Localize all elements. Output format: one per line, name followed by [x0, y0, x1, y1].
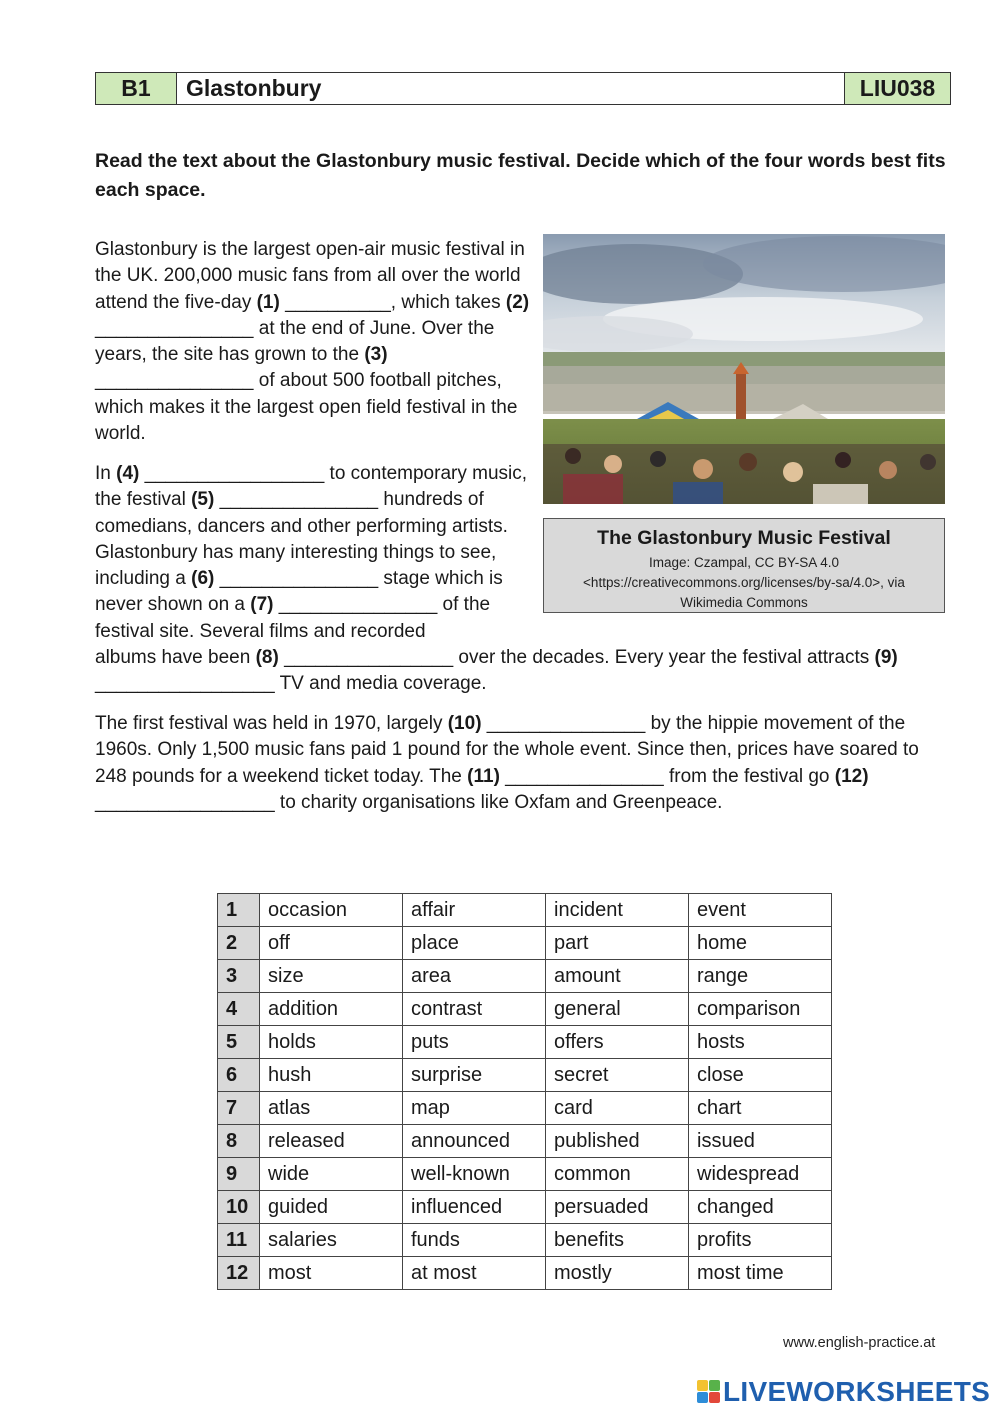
option-choice[interactable]: most time [689, 1257, 832, 1290]
option-choice[interactable]: secret [546, 1059, 689, 1092]
option-choice[interactable]: off [260, 927, 403, 960]
option-choice[interactable]: occasion [260, 894, 403, 927]
option-number: 3 [218, 960, 260, 993]
option-row [218, 960, 832, 993]
liveworksheets-icon [697, 1380, 721, 1404]
option-choice[interactable]: amount [546, 960, 689, 993]
paragraph-2: In (4) _________________ to contemporary music, the festival (5) _______________ hundreds of comedians, dancers and other performing artists. Glastonbury has many interesting things to see, including a (6) _______________ stage which is never shown on a (7) _______________ of the festival site. Several films and recorded [95, 463, 528, 642]
option-row [218, 927, 832, 960]
option-number: 11 [218, 1224, 260, 1257]
option-row [218, 1059, 832, 1092]
option-choice[interactable]: part [546, 927, 689, 960]
option-choice[interactable]: hosts [689, 1026, 832, 1059]
option-row [218, 993, 832, 1026]
option-choice[interactable]: range [689, 960, 832, 993]
option-row [218, 1257, 832, 1290]
gap-5[interactable]: (5) [191, 489, 215, 511]
option-choice[interactable]: announced [403, 1125, 546, 1158]
option-choice[interactable]: released [260, 1125, 403, 1158]
gap-11[interactable]: (11) [467, 765, 500, 787]
option-choice[interactable]: common [546, 1158, 689, 1191]
paragraph-1: Glastonbury is the largest open-air music festival in the UK. 200,000 music fans from all over the world attend the five-day (1) __________, which takes (2) _______________ at the end of June. Over the years, the site has grown to the (3) _______________ of about 500 football pitches, which makes it the largest open field festival in the world. [95, 239, 530, 445]
option-row [218, 894, 832, 927]
worksheet-title: Glastonbury [177, 73, 844, 104]
gap-8[interactable]: (8) [255, 647, 279, 668]
gap-4[interactable]: (4) [116, 463, 140, 484]
option-choice[interactable]: chart [689, 1092, 832, 1125]
caption-credit: Image: Czampal, CC BY-SA 4.0 <https://creativecommons.org/licenses/by-sa/4.0>, via Wikimedia Commons [583, 555, 905, 610]
option-row [218, 1224, 832, 1257]
option-number: 7 [218, 1092, 260, 1125]
option-row [218, 1125, 832, 1158]
option-choice[interactable]: mostly [546, 1257, 689, 1290]
paragraph-3: The first festival was held in 1970, largely (10) _______________ by the hippie movement of the 1960s. Only 1,500 music fans paid 1 pound for the whole event. Since then, prices have soared to 248 pounds for a weekend ticket today. The (11) _______________ from the festival go (12) _________________ to charity organisations like Oxfam and Greenpeace. [95, 713, 919, 813]
option-choice[interactable]: hush [260, 1059, 403, 1092]
option-choice[interactable]: card [546, 1092, 689, 1125]
option-choice[interactable]: contrast [403, 993, 546, 1026]
option-number: 12 [218, 1257, 260, 1290]
option-choice[interactable]: close [689, 1059, 832, 1092]
option-choice[interactable]: salaries [260, 1224, 403, 1257]
option-choice[interactable]: benefits [546, 1224, 689, 1257]
option-choice[interactable]: issued [689, 1125, 832, 1158]
option-choice[interactable]: incident [546, 894, 689, 927]
option-choice[interactable]: offers [546, 1026, 689, 1059]
option-choice[interactable]: changed [689, 1191, 832, 1224]
option-choice[interactable]: persuaded [546, 1191, 689, 1224]
option-choice[interactable]: guided [260, 1191, 403, 1224]
option-choice[interactable]: published [546, 1125, 689, 1158]
option-choice[interactable]: affair [403, 894, 546, 927]
option-choice[interactable]: holds [260, 1026, 403, 1059]
gap-2[interactable]: (2) [505, 291, 530, 313]
option-row [218, 1191, 832, 1224]
option-number: 1 [218, 894, 260, 927]
option-choice[interactable]: widespread [689, 1158, 832, 1191]
level-badge: B1 [96, 73, 177, 104]
option-choice[interactable]: profits [689, 1224, 832, 1257]
option-choice[interactable]: at most [403, 1257, 546, 1290]
festival-photo [543, 234, 945, 504]
option-row [218, 1092, 832, 1125]
option-choice[interactable]: general [546, 993, 689, 1026]
worksheet-code: LIU038 [844, 73, 950, 104]
worksheet-header [95, 72, 951, 105]
gap-12[interactable]: (12) [834, 765, 869, 787]
liveworksheets-wordmark: LIVEWORKSHEETS [723, 1376, 991, 1407]
gap-6[interactable]: (6) [191, 568, 215, 590]
option-choice[interactable]: well-known [403, 1158, 546, 1191]
option-choice[interactable]: surprise [403, 1059, 546, 1092]
gap-1[interactable]: (1) [256, 291, 280, 313]
option-number: 10 [218, 1191, 260, 1224]
liveworksheets-logo [697, 1376, 990, 1408]
gap-9[interactable]: (9) [874, 647, 898, 668]
option-number: 5 [218, 1026, 260, 1059]
paragraph-2-continued: albums have been (8) ________________ over the decades. Every year the festival attracts (9) _________________ TV and media coverage. [95, 647, 898, 695]
photo-caption [543, 518, 945, 613]
options-table [217, 893, 832, 1290]
option-number: 9 [218, 1158, 260, 1191]
option-choice[interactable]: comparison [689, 993, 832, 1026]
option-choice[interactable]: funds [403, 1224, 546, 1257]
option-choice[interactable]: place [403, 927, 546, 960]
option-row [218, 1158, 832, 1191]
option-choice[interactable]: size [260, 960, 403, 993]
site-url[interactable]: www.english-practice.at [783, 1335, 936, 1351]
option-number: 4 [218, 993, 260, 1026]
option-choice[interactable]: influenced [403, 1191, 546, 1224]
option-choice[interactable]: most [260, 1257, 403, 1290]
instructions: Read the text about the Glastonbury music festival. Decide which of the four words best fits each space. [95, 150, 946, 201]
option-number: 2 [218, 927, 260, 960]
gap-10[interactable]: (10) [447, 713, 482, 734]
gap-7[interactable]: (7) [250, 594, 274, 616]
option-choice[interactable]: home [689, 927, 832, 960]
gap-3[interactable]: (3) [364, 344, 388, 366]
option-number: 8 [218, 1125, 260, 1158]
option-choice[interactable]: wide [260, 1158, 403, 1191]
option-choice[interactable]: area [403, 960, 546, 993]
option-choice[interactable]: addition [260, 993, 403, 1026]
option-choice[interactable]: event [689, 894, 832, 927]
option-number: 6 [218, 1059, 260, 1092]
option-row [218, 1026, 832, 1059]
option-choice[interactable]: atlas [260, 1092, 403, 1125]
option-choice[interactable]: map [403, 1092, 546, 1125]
option-choice[interactable]: puts [403, 1026, 546, 1059]
caption-title: The Glastonbury Music Festival [597, 527, 891, 549]
